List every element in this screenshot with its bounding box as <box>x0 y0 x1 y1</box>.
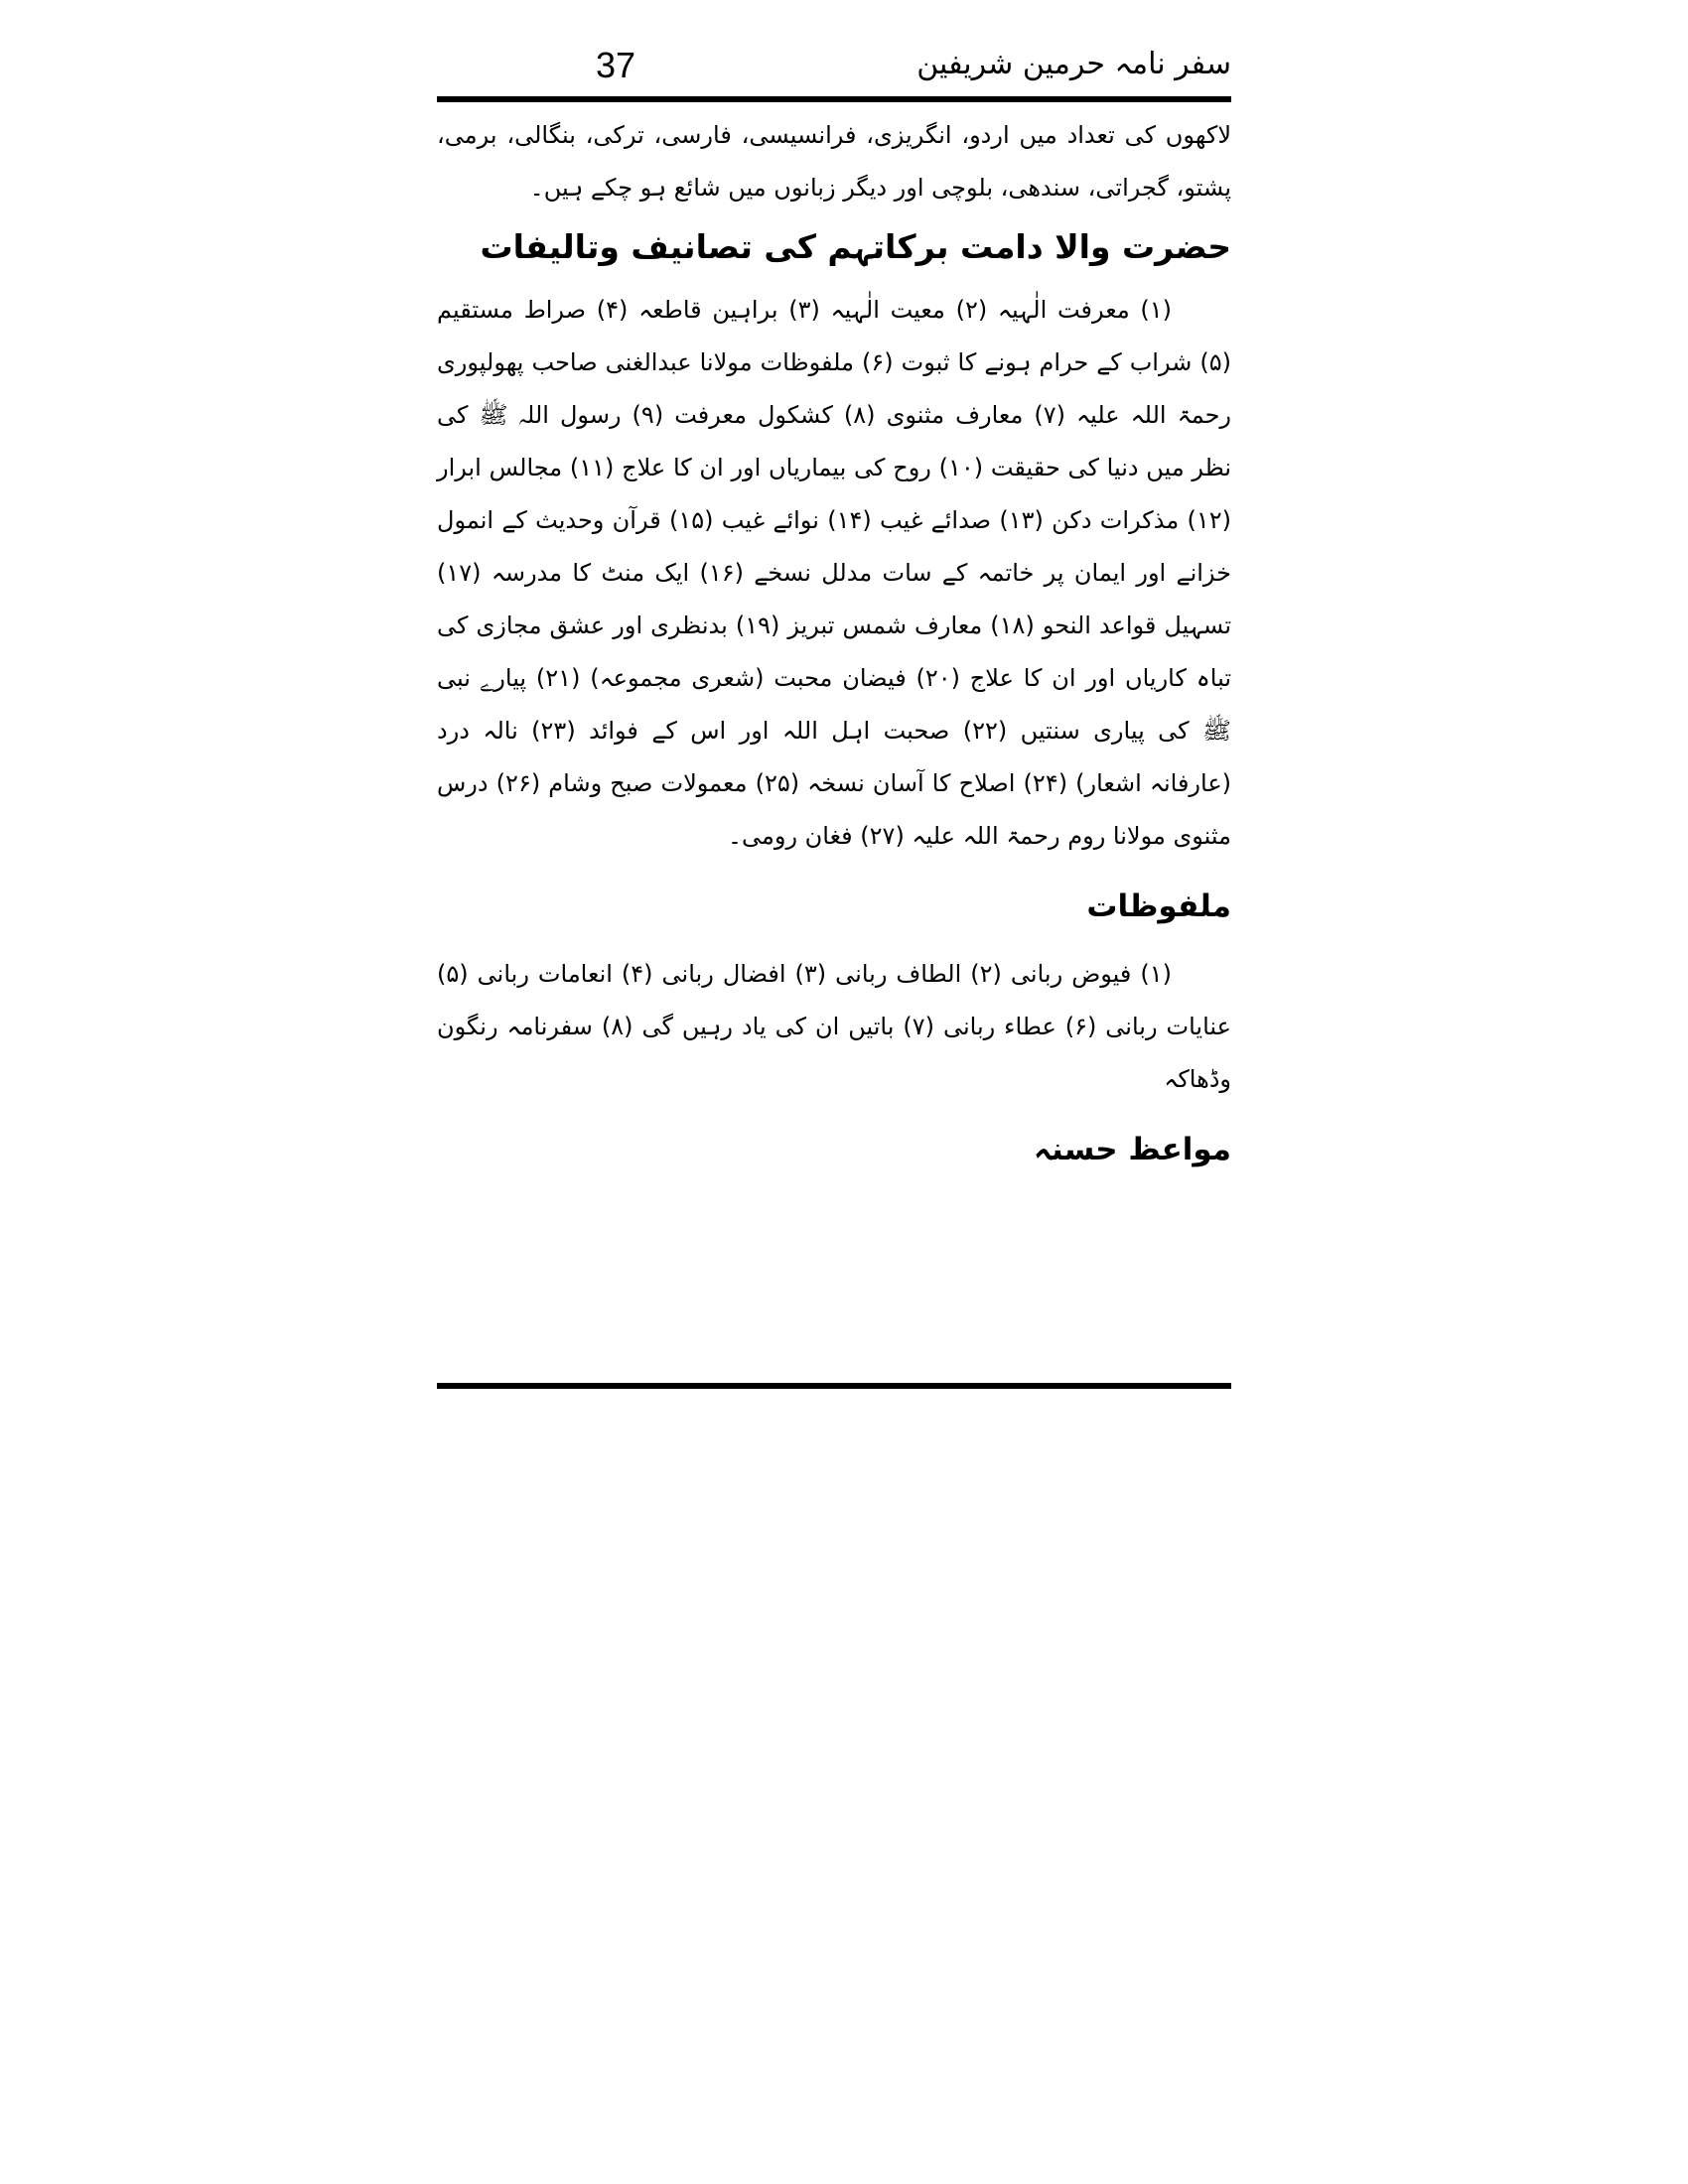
document-page <box>437 40 1231 1410</box>
page-number: 37 <box>596 45 636 85</box>
page-body <box>437 109 1231 1191</box>
mawaiz-heading: مواعظ حسنہ <box>1033 1132 1231 1167</box>
malfuzat-list-paragraph: (۱) فیوض ربانی (۲) الطاف ربانی (۳) افضال ربانی (۴) انعامات ربانی (۵) عنایات ربانی (۶) عطاء ربانی (۷) باتیں ان کی یاد رہیں گی (۸) سفرنامہ رنگون وڈھاکہ <box>437 960 1231 1093</box>
header-rule <box>437 96 1231 102</box>
works-heading: حضرت والا دامت برکاتہم کی تصانیف وتالیفات <box>480 227 1231 266</box>
malfuzat-heading: ملفوظات <box>1086 888 1231 924</box>
works-list-paragraph: (۱) معرفت الٰہیہ (۲) معیت الٰہیہ (۳) براہین قاطعہ (۴) صراط مستقیم (۵) شراب کے حرام ہونے کا ثبوت (۶) ملفوظات مولانا عبدالغنی صاحب پھولپوری رحمۃ اللہ علیہ (۷) معارف مثنوی (۸) کشکول معرفت (۹) رسول اللہ ﷺ کی نظر میں دنیا کی حقیقت (۱۰) روح کی بیماریاں اور ان کا علاج (۱۱) مجالس ابرار (۱۲) مذکرات دکن (۱۳) صدائے غیب (۱۴) نوائے غیب (۱۵) قرآن وحدیث کے انمول خزانے اور ایمان پر خاتمہ کے سات مدلل نسخے (۱۶) ایک منٹ کا مدرسہ (۱۷) تسہیل قواعد النحو (۱۸) معارف شمس تبریز (۱۹) بدنظری اور عشق مجازی کی تباہ کاریاں اور ان کا علاج (۲۰) فیضان محبت (شعری مجموعہ) (۲۱) پیارے نبی ﷺ کی پیاری سنتیں (۲۲) صحبت اہل اللہ اور اس کے فوائد (۲۳) نالہ درد (عارفانہ اشعار) (۲۴) اصلاح کا آسان نسخہ (۲۵) معمولات صبح وشام (۲۶) درس مثنوی مولانا روم رحمۃ اللہ علیہ (۲۷) فغان رومی۔ <box>437 296 1232 850</box>
page-header <box>437 40 1231 95</box>
footer-rule <box>437 1383 1231 1389</box>
intro-paragraph: لاکھوں کی تعداد میں اردو، انگریزی، فرانسیسی، فارسی، ترکی، بنگالی، برمی، پشتو، گجراتی، سندھی، بلوچی اور دیگر زبانوں میں شائع ہو چکے ہیں۔ <box>437 121 1231 202</box>
book-title: سفر نامہ حرمین شریفین <box>916 47 1231 81</box>
